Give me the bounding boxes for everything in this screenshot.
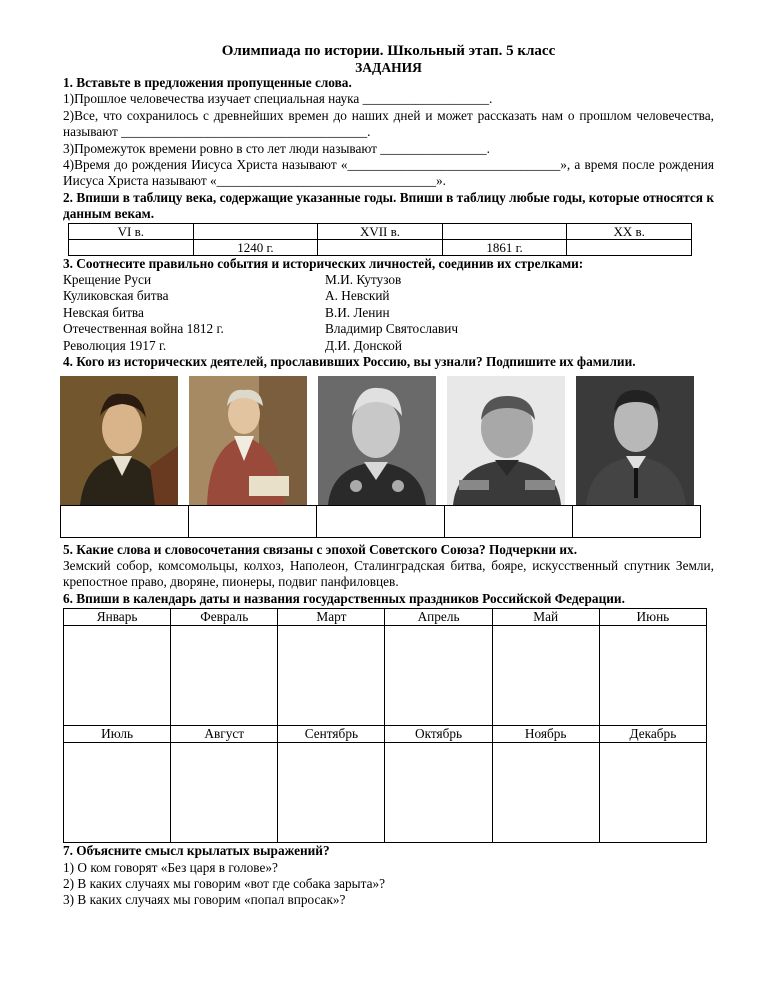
month-header: Апрель — [385, 609, 492, 626]
matching-columns — [63, 272, 714, 354]
name-answer-cell[interactable] — [189, 505, 317, 537]
month-cell[interactable] — [385, 743, 492, 843]
month-header: Март — [278, 609, 385, 626]
task1-sentence-1: 1)Прошлое человечества изучает специальная наука ___________________. — [63, 91, 493, 107]
table-row — [69, 239, 692, 255]
event-item: Революция 1917 г. — [63, 337, 167, 353]
name-answer-cell[interactable] — [573, 505, 701, 537]
month-cell[interactable] — [278, 626, 385, 726]
month-header: Декабрь — [599, 726, 706, 743]
event-item: Невская битва — [63, 304, 144, 320]
task5-text: Земский собор, комсомольцы, колхоз, Наполеон, Сталинградская битва, бояре, искусственный спутник Земли, крепостное право, дворяне, пионеры, подвиг панфиловцев. — [63, 557, 714, 590]
table-cell[interactable] — [567, 239, 692, 255]
month-header: Январь — [64, 609, 171, 626]
portrait-image-5 — [576, 376, 694, 505]
event-item: Отечественная война 1812 г. — [63, 321, 224, 337]
portrait-image-2 — [189, 376, 307, 505]
month-header: Сентябрь — [278, 726, 385, 743]
table-row — [61, 505, 701, 537]
table-row — [64, 626, 707, 726]
month-cell[interactable] — [385, 626, 492, 726]
table-cell[interactable]: XVII в. — [318, 223, 443, 239]
month-cell[interactable] — [599, 743, 706, 843]
table-cell[interactable] — [442, 223, 567, 239]
month-header: Июль — [64, 726, 171, 743]
table-cell[interactable] — [318, 239, 443, 255]
month-cell[interactable] — [492, 743, 599, 843]
month-header: Май — [492, 609, 599, 626]
task6-heading: 6. Впиши в календарь даты и названия государственных праздников Российской Федерации. — [63, 590, 625, 606]
month-header: Август — [171, 726, 278, 743]
name-answer-cell[interactable] — [445, 505, 573, 537]
events-column — [63, 272, 325, 354]
task2-heading: 2. Впиши в таблицу века, содержащие указанные годы. Впиши в таблицу любые годы, которые относятся к данным векам. — [63, 189, 714, 222]
table-cell[interactable]: XX в. — [567, 223, 692, 239]
task7-item: 2) В каких случаях мы говорим «вот где собака зарыта»? — [63, 875, 386, 891]
centuries-table — [68, 223, 692, 256]
task5-heading: 5. Какие слова и словосочетания связаны с эпохой Советского Союза? Подчеркни их. — [63, 541, 578, 557]
month-header: Ноябрь — [492, 726, 599, 743]
table-row — [64, 609, 707, 626]
month-cell[interactable] — [599, 626, 706, 726]
table-row — [69, 223, 692, 239]
month-cell[interactable] — [171, 626, 278, 726]
event-item: Крещение Руси — [63, 272, 152, 288]
month-header: Октябрь — [385, 726, 492, 743]
page-subtitle: ЗАДАНИЯ — [355, 60, 422, 75]
name-answer-cell[interactable] — [317, 505, 445, 537]
persons-column — [325, 272, 458, 354]
holiday-calendar — [63, 608, 707, 843]
month-cell[interactable] — [64, 626, 171, 726]
person-item: М.И. Кутузов — [325, 272, 402, 288]
portraits-row — [60, 376, 714, 505]
table-cell[interactable] — [193, 223, 318, 239]
portrait-image-3 — [318, 376, 436, 505]
task1-sentence-3: 3)Промежуток времени ровно в сто лет люди называют ________________. — [63, 140, 490, 156]
portrait-image-1 — [60, 376, 178, 505]
task7-heading: 7. Объясните смысл крылатых выражений? — [63, 843, 330, 859]
page-title: Олимпиада по истории. Школьный этап. 5 класс — [221, 43, 556, 59]
month-header: Февраль — [171, 609, 278, 626]
month-cell[interactable] — [492, 626, 599, 726]
task1-sentence-2: 2)Все, что сохранилось с древнейших времен до наших дней и может рассказать нам о прошлом человечества, называют _____________________________________. — [63, 107, 714, 140]
table-cell[interactable]: 1240 г. — [193, 239, 318, 255]
month-cell[interactable] — [278, 743, 385, 843]
task4-heading: 4. Кого из исторических деятелей, прославивших Россию, вы узнали? Подпишите их фамилии. — [63, 354, 636, 370]
task3-heading: 3. Соотнесите правильно события и исторических личностей, соединив их стрелками: — [63, 255, 584, 271]
event-item: Куликовская битва — [63, 288, 169, 304]
month-cell[interactable] — [171, 743, 278, 843]
table-row — [64, 743, 707, 843]
name-answer-cell[interactable] — [61, 505, 189, 537]
person-item: В.И. Ленин — [325, 304, 390, 320]
portrait-names-table — [60, 505, 701, 538]
task1-heading: 1. Вставьте в предложения пропущенные слова. — [63, 75, 352, 90]
person-item: Владимир Святославич — [325, 321, 459, 337]
task7-item: 3) В каких случаях мы говорим «попал впросак»? — [63, 892, 346, 908]
month-header: Июнь — [599, 609, 706, 626]
table-cell[interactable] — [69, 239, 194, 255]
portrait-image-4 — [447, 376, 565, 505]
person-item: А. Невский — [325, 288, 390, 304]
task7-item: 1) О ком говорят «Без царя в голове»? — [63, 859, 278, 875]
table-cell[interactable]: VI в. — [69, 223, 194, 239]
table-row — [64, 726, 707, 743]
person-item: Д.И. Донской — [325, 337, 402, 353]
month-cell[interactable] — [64, 743, 171, 843]
task1-sentence-4: 4)Время до рождения Иисуса Христа называют «________________________________», а время после рождения Иисуса Христа называют «_________________________________». — [63, 157, 714, 189]
worksheet — [63, 42, 714, 909]
table-cell[interactable]: 1861 г. — [442, 239, 567, 255]
